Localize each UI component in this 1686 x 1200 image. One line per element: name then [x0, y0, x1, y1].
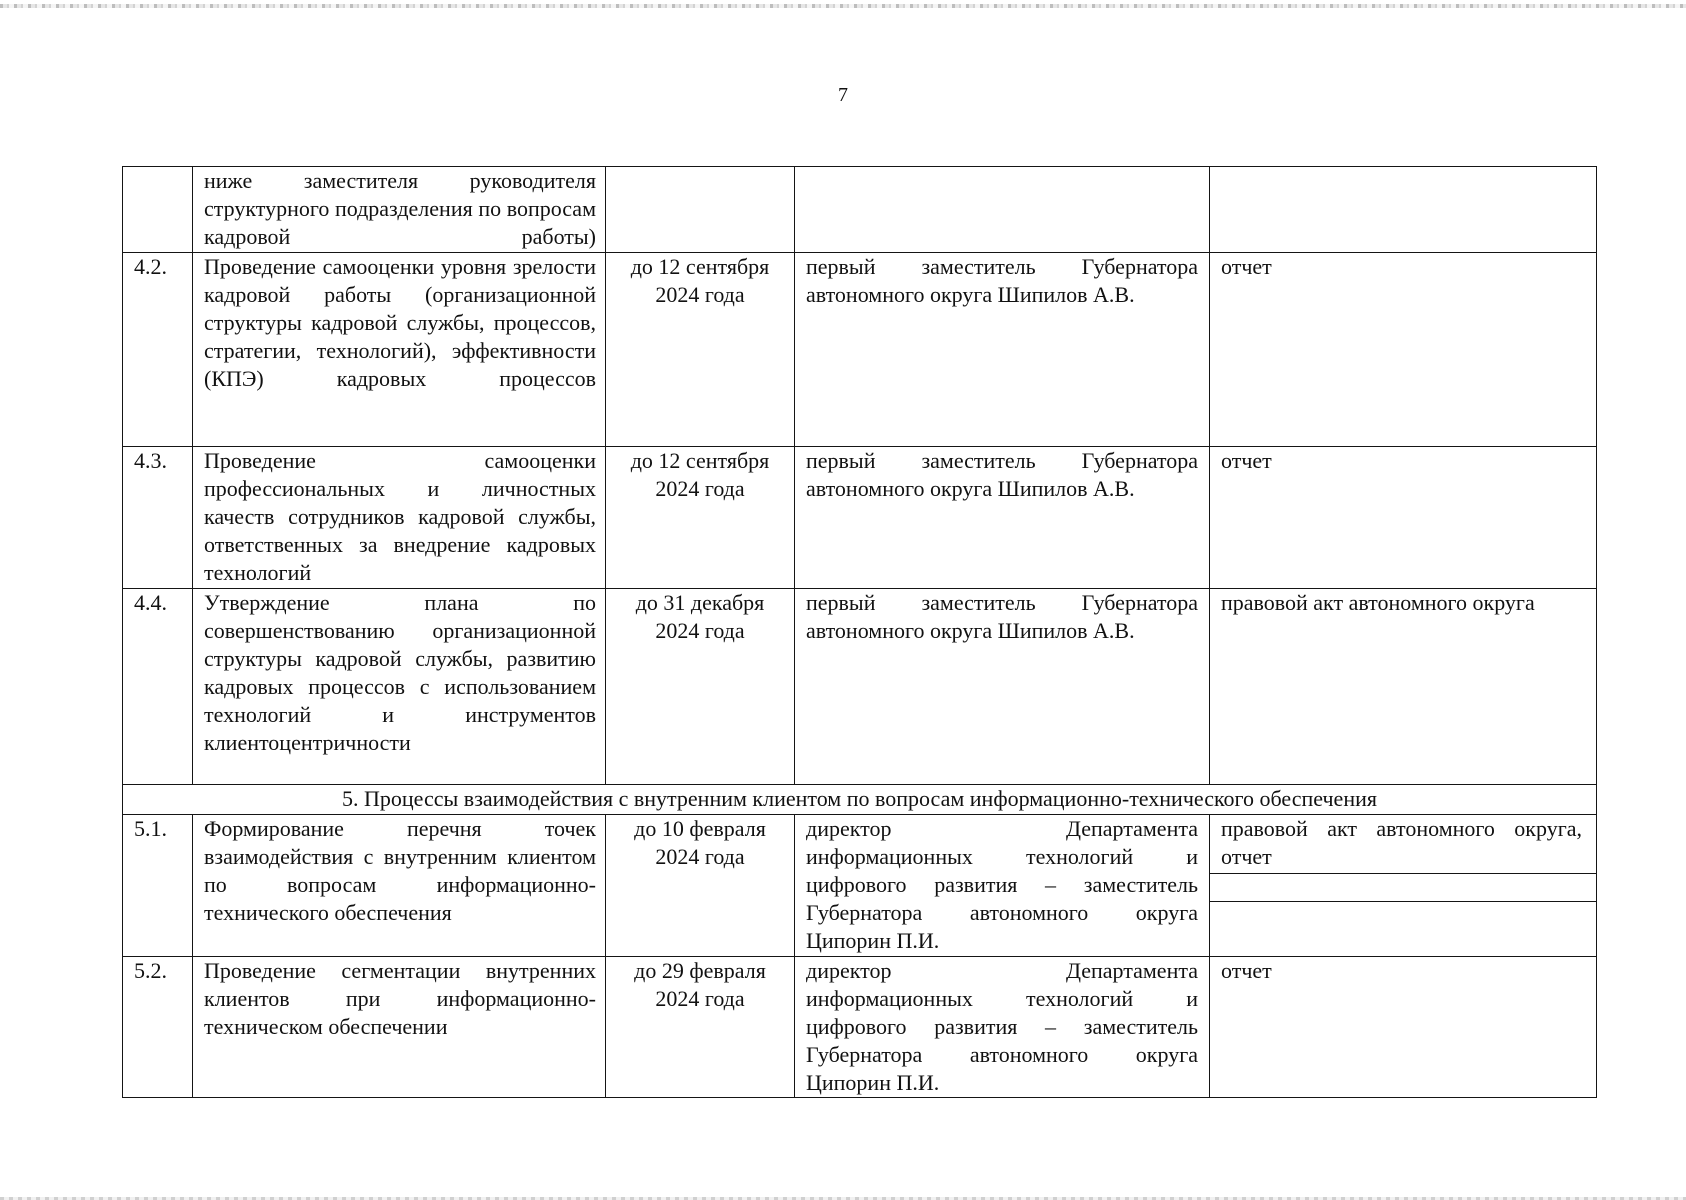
row-number	[123, 167, 193, 253]
row-result: отчет	[1210, 957, 1597, 1098]
row-responsible: директор Департамента информационных технологий и цифрового развития – заместитель Губернатора автономного округа Ципорин П.И.	[795, 815, 1210, 957]
row-result: правовой акт автономного округа	[1210, 589, 1597, 785]
row-deadline	[606, 167, 795, 253]
row-description: ниже заместителя руководителя структурного подразделения по вопросам кадровой работы)	[193, 167, 606, 253]
row-responsible: первый заместитель Губернатора автономного округа Шипилов А.В.	[795, 447, 1210, 589]
row-number: 4.3.	[123, 447, 193, 589]
table-row	[123, 447, 1597, 589]
scan-noise-top	[0, 4, 1686, 8]
section-header-row	[123, 785, 1597, 815]
row-deadline: до 31 декабря 2024 года	[606, 589, 795, 785]
row-number: 4.2.	[123, 253, 193, 447]
row-responsible	[795, 167, 1210, 253]
table-row	[123, 589, 1597, 785]
table-row	[123, 815, 1597, 957]
row-result-text: правовой акт автономного округа, отчет	[1221, 816, 1582, 869]
row-number: 4.4.	[123, 589, 193, 785]
row-deadline: до 12 сентября 2024 года	[606, 447, 795, 589]
row-description: Проведение самооценки профессиональных и личностных качеств сотрудников кадровой службы, ответственных за внедрение кадровых технологий	[193, 447, 606, 589]
row-description: Утверждение плана по совершенствованию организационной структуры кадровой службы, развитию кадровых процессов с использованием технологий и инструментов клиентоцентричности	[193, 589, 606, 785]
row-result	[1210, 815, 1597, 957]
row-number: 5.1.	[123, 815, 193, 957]
plan-table	[122, 166, 1597, 1098]
page-number: 7	[838, 84, 848, 106]
row-deadline: до 12 сентября 2024 года	[606, 253, 795, 447]
row-description: Проведение сегментации внутренних клиентов при информационно-техническом обеспечении	[193, 957, 606, 1098]
row-responsible: первый заместитель Губернатора автономного округа Шипилов А.В.	[795, 589, 1210, 785]
row-result: отчет	[1210, 253, 1597, 447]
table-row	[123, 253, 1597, 447]
row-description: Формирование перечня точек взаимодействия с внутренним клиентом по вопросам информационно-технического обеспечения	[193, 815, 606, 957]
section-5-title: 5. Процессы взаимодействия с внутренним клиентом по вопросам информационно-технического обеспечения	[123, 785, 1597, 815]
row-result: отчет	[1210, 447, 1597, 589]
row-number: 5.2.	[123, 957, 193, 1098]
table-row	[123, 957, 1597, 1098]
row-deadline: до 10 февраля 2024 года	[606, 815, 795, 957]
table-row	[123, 167, 1597, 253]
row-responsible: директор Департамента информационных технологий и цифрового развития – заместитель Губернатора автономного округа Ципорин П.И.	[795, 957, 1210, 1098]
row-responsible: первый заместитель Губернатора автономного округа Шипилов А.В.	[795, 253, 1210, 447]
result-subdivisions	[1221, 815, 1582, 955]
row-description: Проведение самооценки уровня зрелости кадровой работы (организационной структуры кадровой службы, процессов, стратегии, технологий), эффективности (КПЭ) кадровых процессов	[193, 253, 606, 447]
row-deadline: до 29 февраля 2024 года	[606, 957, 795, 1098]
row-result	[1210, 167, 1597, 253]
